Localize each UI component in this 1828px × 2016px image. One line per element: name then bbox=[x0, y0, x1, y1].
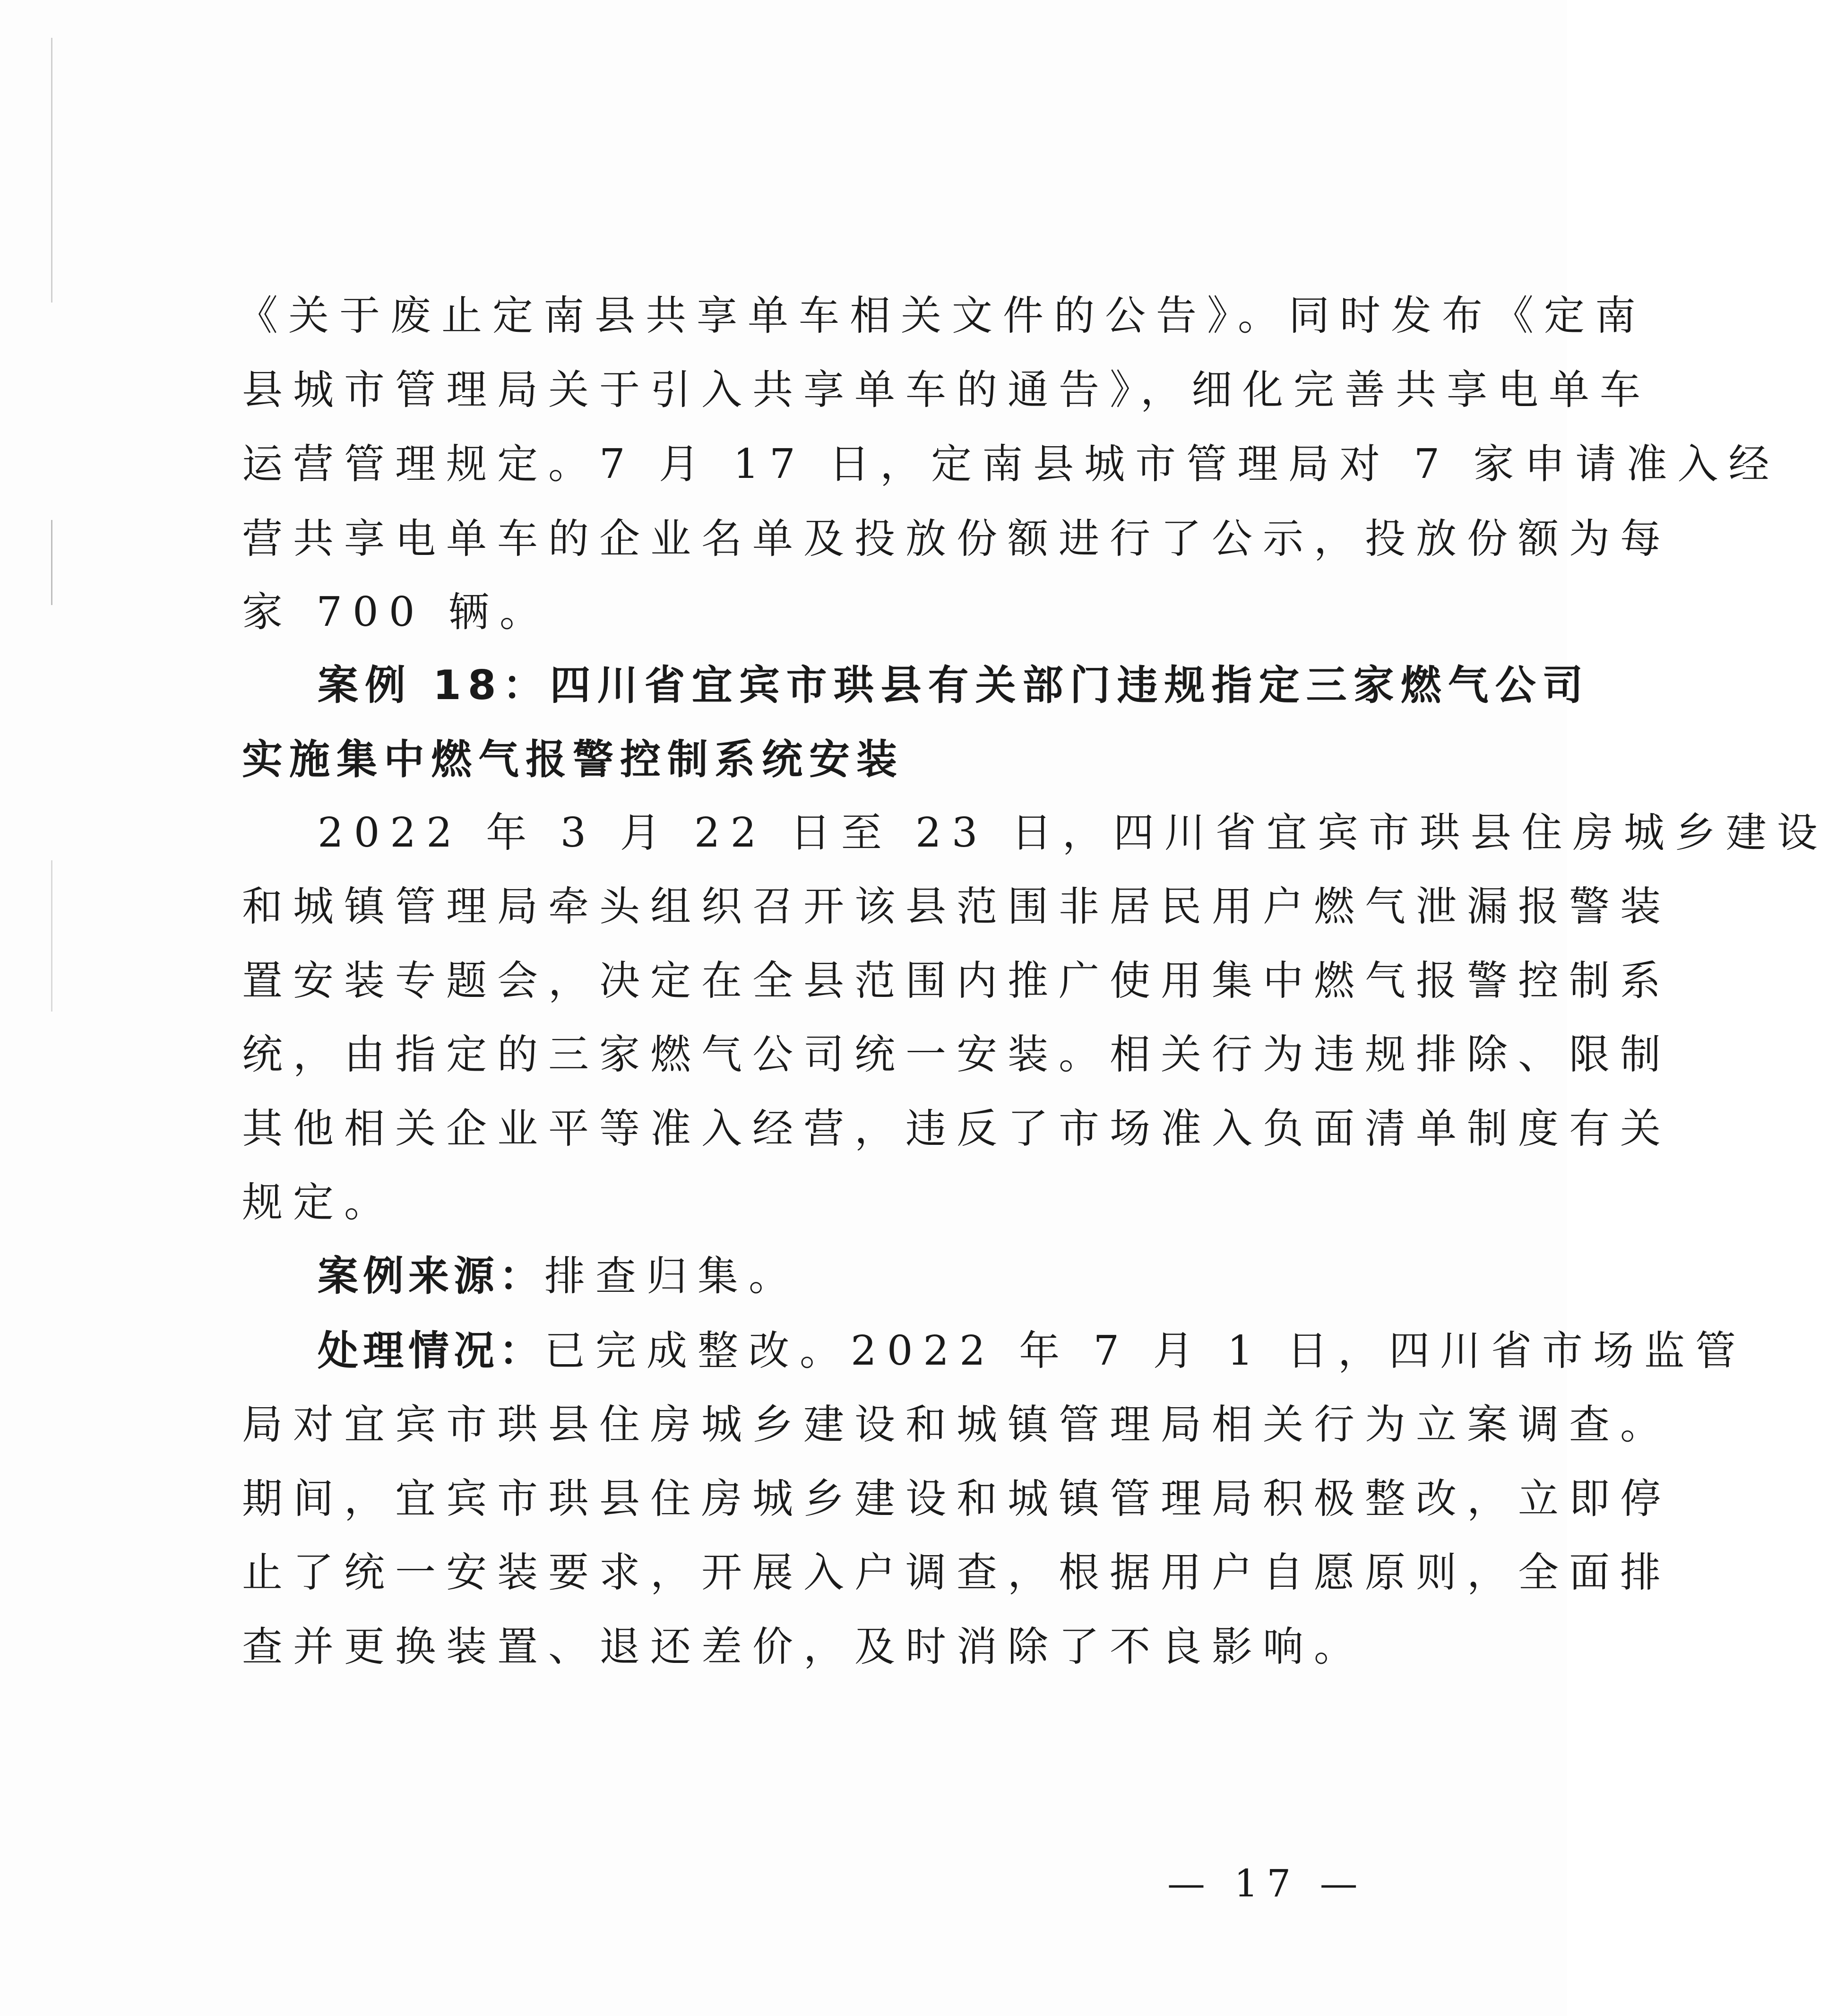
scan-edge-mark bbox=[51, 38, 52, 303]
text-line: 营共享电单车的企业名单及投放份额进行了公示，投放份额为每 bbox=[242, 515, 1671, 562]
text-line: 《关于废止定南县共享单车相关文件的公告》。同时发布《定南 bbox=[237, 292, 1646, 339]
text-line: 其他相关企业平等准入经营，违反了市场准入负面清单制度有关 bbox=[242, 1105, 1671, 1152]
text-line: 置安装专题会，决定在全县范围内推广使用集中燃气报警控制系 bbox=[242, 957, 1671, 1004]
page-number: — 17 — bbox=[1167, 1861, 1366, 1905]
text-line: 和城镇管理局牵头组织召开该县范围非居民用户燃气泄漏报警装 bbox=[242, 883, 1671, 930]
source-text: 排查归集。 bbox=[544, 1253, 800, 1300]
handling-first-line bbox=[318, 1327, 1746, 1375]
scan-edge-mark bbox=[51, 860, 52, 1012]
scan-edge-mark bbox=[51, 520, 52, 605]
text-line: 止了统一安装要求，开展入户调查，根据用户自愿原则，全面排 bbox=[242, 1549, 1671, 1596]
handling-label: 处理情况： bbox=[318, 1327, 544, 1375]
text-line: 规定。 bbox=[242, 1179, 395, 1226]
text-line: 局对宜宾市珙县住房城乡建设和城镇管理局相关行为立案调查。 bbox=[242, 1401, 1671, 1448]
heading-line: 案例 18：四川省宜宾市珙县有关部门违规指定三家燃气公司 bbox=[318, 662, 1590, 709]
text-line: 统，由指定的三家燃气公司统一安装。相关行为违规排除、限制 bbox=[242, 1031, 1671, 1078]
text-line: 期间，宜宾市珙县住房城乡建设和城镇管理局积极整改，立即停 bbox=[242, 1475, 1671, 1523]
text-line: 2022 年 3 月 22 日至 23 日，四川省宜宾市珙县住房城乡建设 bbox=[318, 809, 1828, 857]
text-line: 家 700 辆。 bbox=[242, 588, 551, 636]
heading-line: 实施集中燃气报警控制系统安装 bbox=[242, 736, 904, 783]
text-line: 查并更换装置、退还差价，及时消除了不良影响。 bbox=[242, 1623, 1365, 1670]
text-line: 县城市管理局关于引入共享单车的通告》，细化完善共享电单车 bbox=[242, 366, 1651, 414]
source-label: 案例来源： bbox=[318, 1253, 544, 1300]
handling-text: 已完成整改。2022 年 7 月 1 日，四川省市场监管 bbox=[544, 1327, 1746, 1375]
text-line: 运营管理规定。7 月 17 日，定南县城市管理局对 7 家申请准入经 bbox=[242, 441, 1780, 488]
source-line bbox=[318, 1253, 800, 1300]
